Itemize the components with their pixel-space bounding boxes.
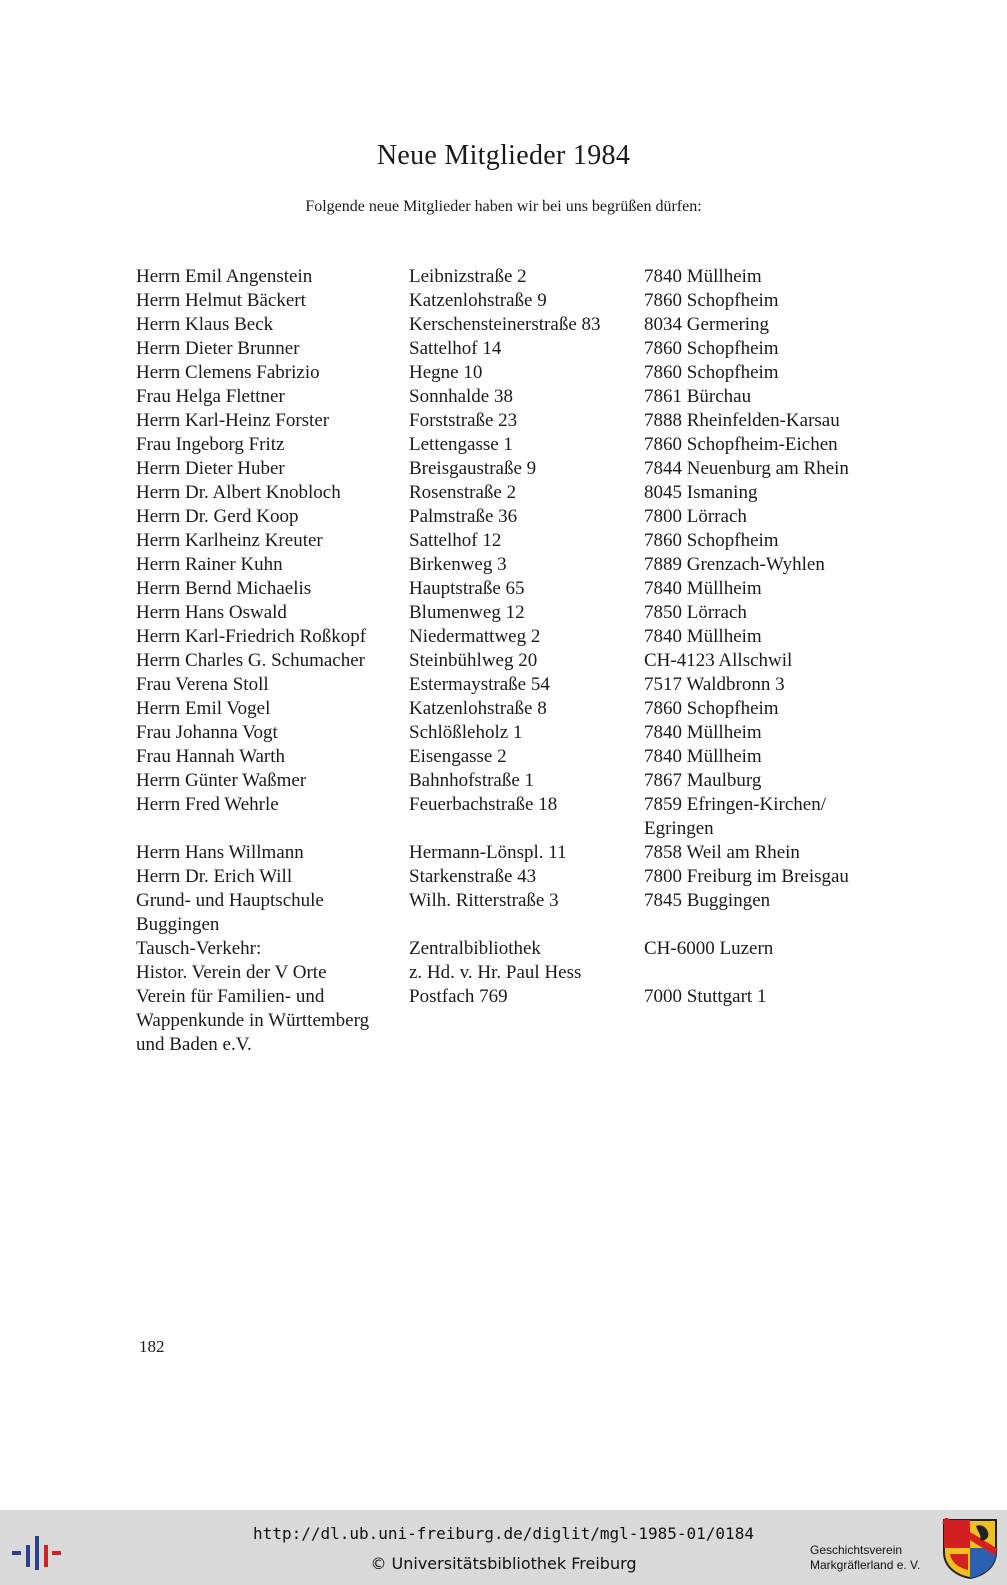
member-city: 7858 Weil am Rhein: [644, 842, 800, 863]
member-street: Hegne 10: [409, 362, 483, 383]
member-row: [136, 937, 876, 961]
member-name: Herrn Helmut Bäckert: [136, 290, 306, 311]
member-street: Kerschensteinerstraße 83: [409, 314, 601, 335]
member-street: Katzenlohstraße 9: [409, 290, 547, 311]
member-street: Sonnhalde 38: [409, 386, 513, 407]
page-subtitle: Folgende neue Mitglieder haben wir bei uns begrüßen dürfen:: [305, 198, 702, 215]
member-name: Herrn Emil Angenstein: [136, 266, 313, 287]
member-row: [136, 505, 876, 529]
member-name: Frau Ingeborg Fritz: [136, 434, 285, 455]
member-city: 7800 Freiburg im Breisgau: [644, 866, 849, 887]
member-row: [136, 577, 876, 601]
member-street: Schlößleholz 1: [409, 722, 523, 743]
member-street: Zentralbibliothek: [409, 938, 541, 959]
member-street: Sattelhof 14: [409, 338, 502, 359]
member-row: [136, 385, 876, 409]
member-name: Herrn Hans Willmann: [136, 842, 304, 863]
member-row: [136, 529, 876, 553]
member-name: Herrn Dr. Albert Knobloch: [136, 482, 341, 503]
member-city: 8045 Ismaning: [644, 482, 758, 503]
member-street: Postfach 769: [409, 986, 508, 1007]
member-street: Hermann-Lönspl. 11: [409, 842, 567, 863]
member-name: Herrn Karl-Friedrich Roßkopf: [136, 626, 367, 647]
member-name: Frau Verena Stoll: [136, 674, 269, 695]
member-name: Herrn Clemens Fabrizio: [136, 362, 320, 383]
page-number: 182: [139, 1337, 165, 1356]
member-name: Herrn Fred Wehrle: [136, 794, 279, 815]
member-list: [136, 265, 876, 1057]
member-city: 7840 Müllheim: [644, 578, 762, 599]
member-row: [136, 697, 876, 721]
member-row: [136, 961, 876, 985]
member-name: Herrn Dr. Gerd Koop: [136, 506, 299, 527]
member-row: [136, 313, 876, 337]
member-street: Wilh. Ritterstraße 3: [409, 890, 559, 911]
member-row: [136, 745, 876, 769]
member-street: z. Hd. v. Hr. Paul Hess: [409, 962, 582, 983]
member-name: Herrn Dieter Huber: [136, 458, 285, 479]
member-city: 7840 Müllheim: [644, 746, 762, 767]
member-row: [136, 481, 876, 505]
member-row: [136, 457, 876, 481]
member-row: [136, 265, 876, 289]
member-city: 7840 Müllheim: [644, 722, 762, 743]
member-city: 7860 Schopfheim: [644, 362, 779, 383]
member-city: 7860 Schopfheim: [644, 290, 779, 311]
member-city: 7840 Müllheim: [644, 626, 762, 647]
member-row: [136, 601, 876, 625]
member-row: [136, 769, 876, 793]
member-street: Estermaystraße 54: [409, 674, 550, 695]
member-street: Steinbühlweg 20: [409, 650, 538, 671]
member-city: 7840 Müllheim: [644, 266, 762, 287]
member-city: 7867 Maulburg: [644, 770, 762, 791]
member-row: [136, 721, 876, 745]
member-name: Frau Johanna Vogt: [136, 722, 278, 743]
member-street: Palmstraße 36: [409, 506, 518, 527]
member-row: [136, 553, 876, 577]
member-street: Starkenstraße 43: [409, 866, 537, 887]
member-city: 7844 Neuenburg am Rhein: [644, 458, 849, 479]
member-name: Frau Hannah Warth: [136, 746, 286, 767]
member-city: 7860 Schopfheim: [644, 698, 779, 719]
member-city: CH-6000 Luzern: [644, 938, 774, 959]
member-name: Herrn Rainer Kuhn: [136, 554, 283, 575]
footer-bar: [0, 1510, 1007, 1585]
member-street: Rosenstraße 2: [409, 482, 517, 503]
society-name: [810, 1543, 920, 1573]
member-row: [136, 793, 876, 841]
member-name: Herrn Hans Oswald: [136, 602, 287, 623]
member-row: [136, 865, 876, 889]
member-city: 8034 Germering: [644, 314, 770, 335]
member-city: 7845 Buggingen: [644, 890, 771, 911]
member-row: [136, 289, 876, 313]
member-street: Birkenweg 3: [409, 554, 507, 575]
member-city: [644, 961, 876, 985]
member-row: [136, 361, 876, 385]
society-line-1: Geschichtsverein: [810, 1543, 903, 1557]
member-name: Herrn Dieter Brunner: [136, 338, 300, 359]
member-street: Hauptstraße 65: [409, 578, 525, 599]
member-street: Niedermattweg 2: [409, 626, 541, 647]
member-street: Feuerbachstraße 18: [409, 794, 558, 815]
member-street: Katzenlohstraße 8: [409, 698, 547, 719]
member-street: Breisgaustraße 9: [409, 458, 537, 479]
member-street: Leibnizstraße 2: [409, 266, 527, 287]
member-name: Herrn Karl-Heinz Forster: [136, 410, 330, 431]
member-city: 7859 Efringen-Kirchen/ Egringen: [644, 794, 827, 839]
member-row: [136, 433, 876, 457]
member-name: Frau Helga Flettner: [136, 386, 285, 407]
member-row: [136, 841, 876, 865]
member-row: [136, 985, 876, 1057]
member-street: Forststraße 23: [409, 410, 518, 431]
member-city: 7860 Schopfheim: [644, 530, 779, 551]
member-row: [136, 649, 876, 673]
member-city: 7517 Waldbronn 3: [644, 674, 785, 695]
member-row: [136, 673, 876, 697]
member-city: 7861 Bürchau: [644, 386, 752, 407]
member-city: 7860 Schopfheim-Eichen: [644, 434, 838, 455]
member-city: 7000 Stuttgart 1: [644, 986, 767, 1007]
member-street: Sattelhof 12: [409, 530, 502, 551]
member-row: [136, 337, 876, 361]
member-street: Bahnhofstraße 1: [409, 770, 535, 791]
member-row: [136, 625, 876, 649]
member-name: Herrn Emil Vogel: [136, 698, 271, 719]
member-name: Grund- und Hauptschule Buggingen: [136, 890, 324, 935]
member-name: Tausch-Verkehr:: [136, 938, 262, 959]
footer-url[interactable]: http://dl.ub.uni-freiburg.de/diglit/mgl-1985-01/0184: [253, 1524, 754, 1543]
member-name: Herrn Dr. Erich Will: [136, 866, 293, 887]
member-city: 7850 Lörrach: [644, 602, 747, 623]
society-line-2: Markgräflerland e. V.: [810, 1558, 921, 1572]
member-row: [136, 889, 876, 937]
footer-copyright: © Universitätsbibliothek Freiburg: [370, 1554, 637, 1573]
member-name: Herrn Charles G. Schumacher: [136, 650, 365, 671]
member-row: [136, 409, 876, 433]
member-street: Blumenweg 12: [409, 602, 525, 623]
coat-of-arms-icon: [942, 1518, 998, 1580]
member-name: Herrn Bernd Michaelis: [136, 578, 312, 599]
member-name: Herrn Günter Waßmer: [136, 770, 307, 791]
member-city: 7889 Grenzach-Wyhlen: [644, 554, 825, 575]
member-name: Verein für Familien- und Wappenkunde in Württemberg und Baden e.V.: [136, 986, 370, 1055]
member-city: CH-4123 Allschwil: [644, 650, 793, 671]
member-city: 7888 Rheinfelden-Karsau: [644, 410, 840, 431]
member-city: 7860 Schopfheim: [644, 338, 779, 359]
member-street: Eisengasse 2: [409, 746, 507, 767]
member-name: Herrn Karlheinz Kreuter: [136, 530, 323, 551]
member-name: Herrn Klaus Beck: [136, 314, 274, 335]
member-city: 7800 Lörrach: [644, 506, 747, 527]
member-street: Lettengasse 1: [409, 434, 513, 455]
member-name: Histor. Verein der V Orte: [136, 962, 327, 983]
page-title: Neue Mitglieder 1984: [376, 140, 631, 171]
